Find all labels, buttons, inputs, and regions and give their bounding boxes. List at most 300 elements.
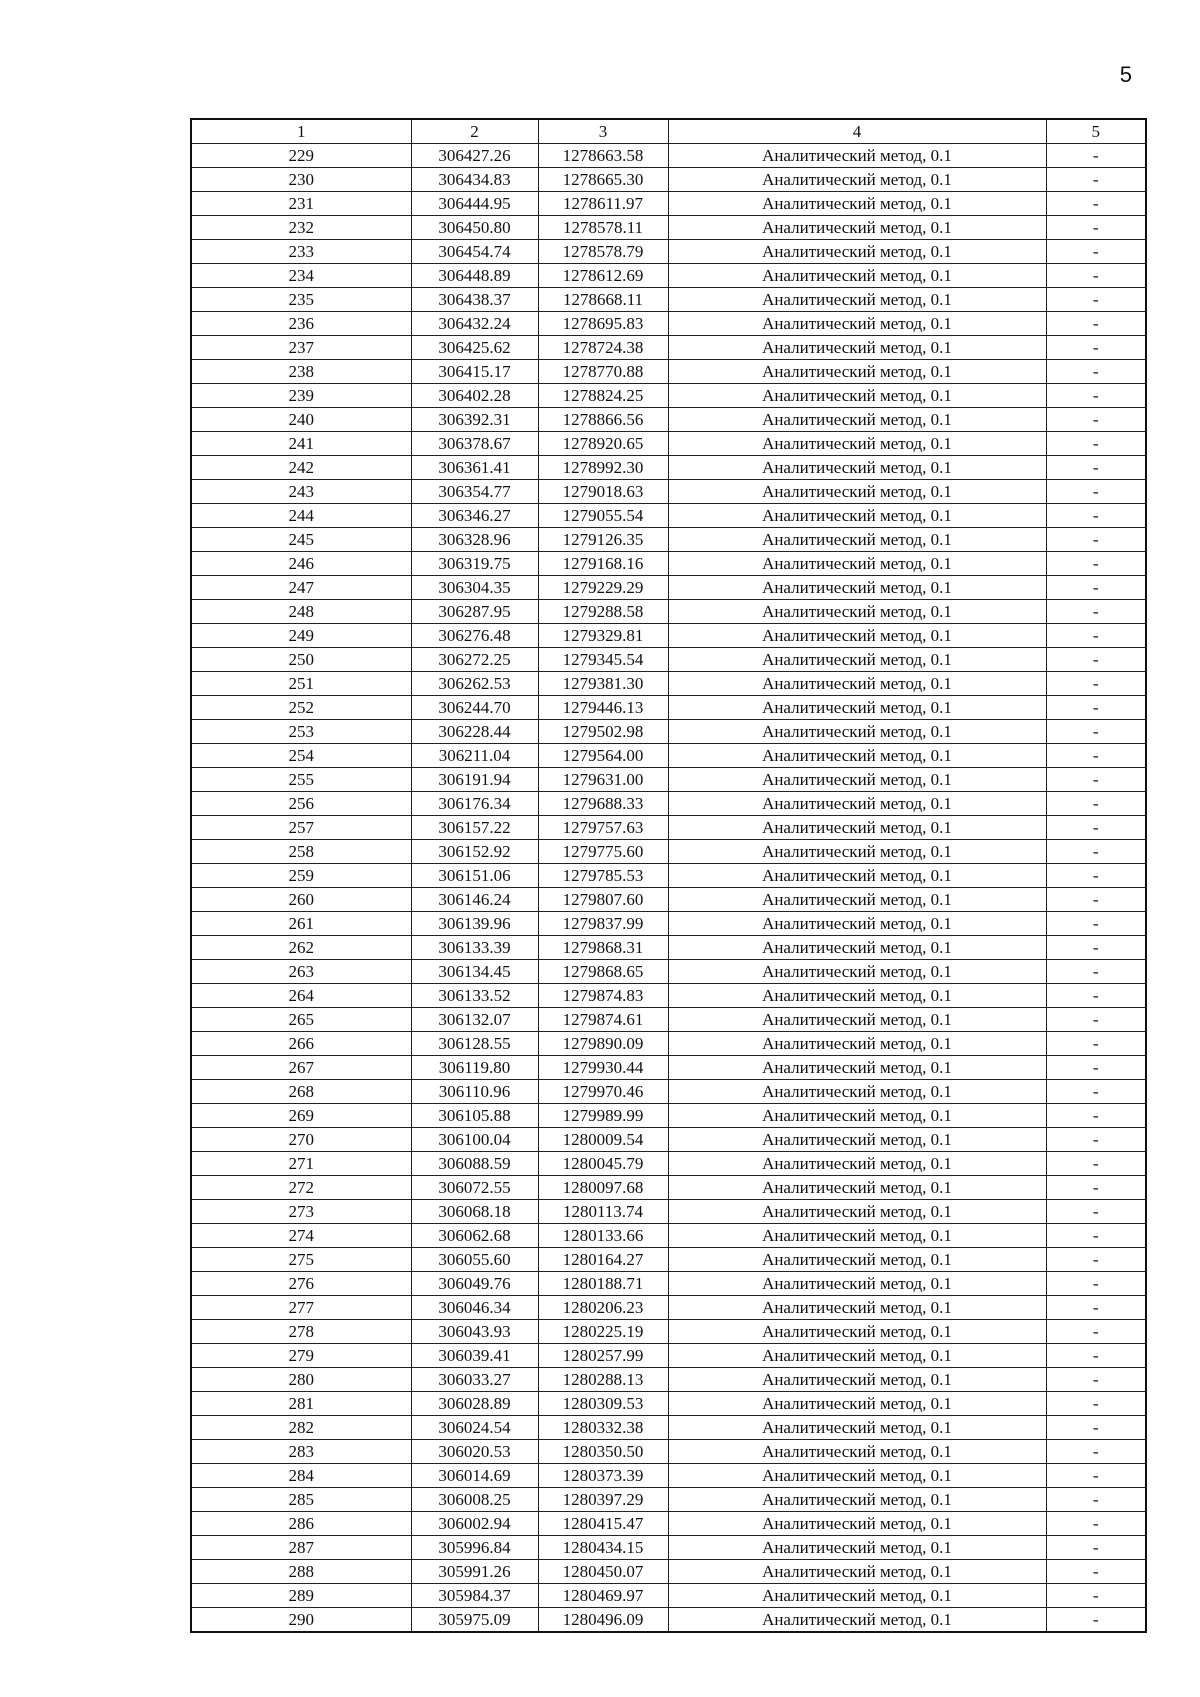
- point-number-cell: 263: [191, 960, 411, 984]
- method-cell: Аналитический метод, 0.1: [668, 312, 1046, 336]
- note-cell: -: [1046, 480, 1146, 504]
- method-cell: Аналитический метод, 0.1: [668, 1560, 1046, 1584]
- table-row: [191, 1224, 1146, 1248]
- method-cell: Аналитический метод, 0.1: [668, 720, 1046, 744]
- table-row: [191, 1584, 1146, 1608]
- y-coordinate-cell: 1280309.53: [538, 1392, 668, 1416]
- note-cell: -: [1046, 360, 1146, 384]
- table-row: [191, 1440, 1146, 1464]
- method-cell: Аналитический метод, 0.1: [668, 696, 1046, 720]
- x-coordinate-cell: 306014.69: [411, 1464, 538, 1488]
- method-cell: Аналитический метод, 0.1: [668, 1152, 1046, 1176]
- x-coordinate-cell: 306304.35: [411, 576, 538, 600]
- x-coordinate-cell: 306444.95: [411, 192, 538, 216]
- note-cell: -: [1046, 1008, 1146, 1032]
- method-cell: Аналитический метод, 0.1: [668, 288, 1046, 312]
- method-cell: Аналитический метод, 0.1: [668, 1056, 1046, 1080]
- point-number-cell: 288: [191, 1560, 411, 1584]
- x-coordinate-cell: 306151.06: [411, 864, 538, 888]
- point-number-cell: 245: [191, 528, 411, 552]
- point-number-cell: 271: [191, 1152, 411, 1176]
- x-coordinate-cell: 306028.89: [411, 1392, 538, 1416]
- table-row: [191, 1104, 1146, 1128]
- column-header-4: 4: [668, 119, 1046, 144]
- point-number-cell: 241: [191, 432, 411, 456]
- y-coordinate-cell: 1279564.00: [538, 744, 668, 768]
- table-body: [191, 144, 1146, 1633]
- note-cell: -: [1046, 936, 1146, 960]
- table-row: [191, 1152, 1146, 1176]
- y-coordinate-cell: 1280288.13: [538, 1368, 668, 1392]
- table-row: [191, 1032, 1146, 1056]
- note-cell: -: [1046, 1464, 1146, 1488]
- table-row: [191, 648, 1146, 672]
- point-number-cell: 244: [191, 504, 411, 528]
- table-header-row: [191, 119, 1146, 144]
- y-coordinate-cell: 1278578.79: [538, 240, 668, 264]
- point-number-cell: 251: [191, 672, 411, 696]
- table-row: [191, 1080, 1146, 1104]
- method-cell: Аналитический метод, 0.1: [668, 864, 1046, 888]
- table-row: [191, 1056, 1146, 1080]
- page-number: 5: [1119, 62, 1132, 87]
- x-coordinate-cell: 305991.26: [411, 1560, 538, 1584]
- table-row: [191, 1344, 1146, 1368]
- point-number-cell: 285: [191, 1488, 411, 1512]
- y-coordinate-cell: 1279018.63: [538, 480, 668, 504]
- table-row: [191, 720, 1146, 744]
- note-cell: -: [1046, 984, 1146, 1008]
- note-cell: -: [1046, 816, 1146, 840]
- point-number-cell: 262: [191, 936, 411, 960]
- table-row: [191, 1200, 1146, 1224]
- table-row: [191, 1008, 1146, 1032]
- y-coordinate-cell: 1279837.99: [538, 912, 668, 936]
- note-cell: -: [1046, 1512, 1146, 1536]
- x-coordinate-cell: 306088.59: [411, 1152, 538, 1176]
- x-coordinate-cell: 306228.44: [411, 720, 538, 744]
- y-coordinate-cell: 1280045.79: [538, 1152, 668, 1176]
- y-coordinate-cell: 1278695.83: [538, 312, 668, 336]
- point-number-cell: 275: [191, 1248, 411, 1272]
- note-cell: -: [1046, 168, 1146, 192]
- table-row: [191, 840, 1146, 864]
- note-cell: -: [1046, 384, 1146, 408]
- point-number-cell: 249: [191, 624, 411, 648]
- y-coordinate-cell: 1280450.07: [538, 1560, 668, 1584]
- point-number-cell: 259: [191, 864, 411, 888]
- point-number-cell: 232: [191, 216, 411, 240]
- x-coordinate-cell: 306211.04: [411, 744, 538, 768]
- table-row: [191, 312, 1146, 336]
- method-cell: Аналитический метод, 0.1: [668, 792, 1046, 816]
- method-cell: Аналитический метод, 0.1: [668, 744, 1046, 768]
- x-coordinate-cell: 306176.34: [411, 792, 538, 816]
- x-coordinate-cell: 306152.92: [411, 840, 538, 864]
- y-coordinate-cell: 1279502.98: [538, 720, 668, 744]
- point-number-cell: 266: [191, 1032, 411, 1056]
- y-coordinate-cell: 1279868.65: [538, 960, 668, 984]
- method-cell: Аналитический метод, 0.1: [668, 336, 1046, 360]
- point-number-cell: 264: [191, 984, 411, 1008]
- table-row: [191, 1608, 1146, 1633]
- note-cell: -: [1046, 1032, 1146, 1056]
- method-cell: Аналитический метод, 0.1: [668, 1008, 1046, 1032]
- table-row: [191, 1416, 1146, 1440]
- y-coordinate-cell: 1279381.30: [538, 672, 668, 696]
- note-cell: -: [1046, 1320, 1146, 1344]
- method-cell: Аналитический метод, 0.1: [668, 1488, 1046, 1512]
- note-cell: -: [1046, 1056, 1146, 1080]
- note-cell: -: [1046, 1128, 1146, 1152]
- x-coordinate-cell: 306434.83: [411, 168, 538, 192]
- point-number-cell: 247: [191, 576, 411, 600]
- y-coordinate-cell: 1279688.33: [538, 792, 668, 816]
- note-cell: -: [1046, 624, 1146, 648]
- y-coordinate-cell: 1279345.54: [538, 648, 668, 672]
- y-coordinate-cell: 1280133.66: [538, 1224, 668, 1248]
- x-coordinate-cell: 306438.37: [411, 288, 538, 312]
- x-coordinate-cell: 306361.41: [411, 456, 538, 480]
- method-cell: Аналитический метод, 0.1: [668, 456, 1046, 480]
- point-number-cell: 242: [191, 456, 411, 480]
- x-coordinate-cell: 306328.96: [411, 528, 538, 552]
- point-number-cell: 289: [191, 1584, 411, 1608]
- x-coordinate-cell: 306033.27: [411, 1368, 538, 1392]
- method-cell: Аналитический метод, 0.1: [668, 840, 1046, 864]
- x-coordinate-cell: 306133.39: [411, 936, 538, 960]
- y-coordinate-cell: 1279126.35: [538, 528, 668, 552]
- method-cell: Аналитический метод, 0.1: [668, 984, 1046, 1008]
- table-row: [191, 672, 1146, 696]
- method-cell: Аналитический метод, 0.1: [668, 264, 1046, 288]
- x-coordinate-cell: 306002.94: [411, 1512, 538, 1536]
- point-number-cell: 287: [191, 1536, 411, 1560]
- table-row: [191, 744, 1146, 768]
- x-coordinate-cell: 306276.48: [411, 624, 538, 648]
- point-number-cell: 282: [191, 1416, 411, 1440]
- y-coordinate-cell: 1280397.29: [538, 1488, 668, 1512]
- note-cell: -: [1046, 792, 1146, 816]
- x-coordinate-cell: 306049.76: [411, 1272, 538, 1296]
- y-coordinate-cell: 1280332.38: [538, 1416, 668, 1440]
- y-coordinate-cell: 1279055.54: [538, 504, 668, 528]
- note-cell: -: [1046, 1296, 1146, 1320]
- x-coordinate-cell: 306448.89: [411, 264, 538, 288]
- x-coordinate-cell: 306244.70: [411, 696, 538, 720]
- y-coordinate-cell: 1279775.60: [538, 840, 668, 864]
- table-row: [191, 288, 1146, 312]
- note-cell: -: [1046, 1224, 1146, 1248]
- note-cell: -: [1046, 888, 1146, 912]
- x-coordinate-cell: 306378.67: [411, 432, 538, 456]
- x-coordinate-cell: 306068.18: [411, 1200, 538, 1224]
- method-cell: Аналитический метод, 0.1: [668, 192, 1046, 216]
- x-coordinate-cell: 306432.24: [411, 312, 538, 336]
- method-cell: Аналитический метод, 0.1: [668, 1248, 1046, 1272]
- column-header-3: 3: [538, 119, 668, 144]
- note-cell: -: [1046, 216, 1146, 240]
- point-number-cell: 274: [191, 1224, 411, 1248]
- point-number-cell: 268: [191, 1080, 411, 1104]
- table-row: [191, 528, 1146, 552]
- y-coordinate-cell: 1279868.31: [538, 936, 668, 960]
- note-cell: -: [1046, 1392, 1146, 1416]
- table-row: [191, 168, 1146, 192]
- y-coordinate-cell: 1279229.29: [538, 576, 668, 600]
- x-coordinate-cell: 306055.60: [411, 1248, 538, 1272]
- method-cell: Аналитический метод, 0.1: [668, 1272, 1046, 1296]
- point-number-cell: 234: [191, 264, 411, 288]
- method-cell: Аналитический метод, 0.1: [668, 1128, 1046, 1152]
- point-number-cell: 238: [191, 360, 411, 384]
- method-cell: Аналитический метод, 0.1: [668, 384, 1046, 408]
- y-coordinate-cell: 1278611.97: [538, 192, 668, 216]
- table-row: [191, 480, 1146, 504]
- point-number-cell: 290: [191, 1608, 411, 1633]
- note-cell: -: [1046, 144, 1146, 168]
- table-row: [191, 216, 1146, 240]
- y-coordinate-cell: 1280373.39: [538, 1464, 668, 1488]
- x-coordinate-cell: 305984.37: [411, 1584, 538, 1608]
- y-coordinate-cell: 1279288.58: [538, 600, 668, 624]
- table-row: [191, 1536, 1146, 1560]
- method-cell: Аналитический метод, 0.1: [668, 1392, 1046, 1416]
- x-coordinate-cell: 306024.54: [411, 1416, 538, 1440]
- note-cell: -: [1046, 1272, 1146, 1296]
- y-coordinate-cell: 1278824.25: [538, 384, 668, 408]
- point-number-cell: 261: [191, 912, 411, 936]
- method-cell: Аналитический метод, 0.1: [668, 816, 1046, 840]
- y-coordinate-cell: 1279757.63: [538, 816, 668, 840]
- point-number-cell: 231: [191, 192, 411, 216]
- point-number-cell: 281: [191, 1392, 411, 1416]
- note-cell: -: [1046, 552, 1146, 576]
- x-coordinate-cell: 306427.26: [411, 144, 538, 168]
- x-coordinate-cell: 306105.88: [411, 1104, 538, 1128]
- table-row: [191, 504, 1146, 528]
- x-coordinate-cell: 306415.17: [411, 360, 538, 384]
- note-cell: -: [1046, 672, 1146, 696]
- note-cell: -: [1046, 720, 1146, 744]
- method-cell: Аналитический метод, 0.1: [668, 912, 1046, 936]
- note-cell: -: [1046, 1416, 1146, 1440]
- y-coordinate-cell: 1278920.65: [538, 432, 668, 456]
- x-coordinate-cell: 306272.25: [411, 648, 538, 672]
- point-number-cell: 239: [191, 384, 411, 408]
- y-coordinate-cell: 1280434.15: [538, 1536, 668, 1560]
- note-cell: -: [1046, 312, 1146, 336]
- note-cell: -: [1046, 960, 1146, 984]
- x-coordinate-cell: 306133.52: [411, 984, 538, 1008]
- method-cell: Аналитический метод, 0.1: [668, 1224, 1046, 1248]
- y-coordinate-cell: 1279446.13: [538, 696, 668, 720]
- y-coordinate-cell: 1280225.19: [538, 1320, 668, 1344]
- table-row: [191, 864, 1146, 888]
- x-coordinate-cell: 306020.53: [411, 1440, 538, 1464]
- table-row: [191, 1176, 1146, 1200]
- method-cell: Аналитический метод, 0.1: [668, 1104, 1046, 1128]
- x-coordinate-cell: 305996.84: [411, 1536, 538, 1560]
- point-number-cell: 230: [191, 168, 411, 192]
- note-cell: -: [1046, 1152, 1146, 1176]
- method-cell: Аналитический метод, 0.1: [668, 1176, 1046, 1200]
- method-cell: Аналитический метод, 0.1: [668, 936, 1046, 960]
- table-row: [191, 456, 1146, 480]
- x-coordinate-cell: 306354.77: [411, 480, 538, 504]
- method-cell: Аналитический метод, 0.1: [668, 1440, 1046, 1464]
- method-cell: Аналитический метод, 0.1: [668, 888, 1046, 912]
- table-row: [191, 360, 1146, 384]
- note-cell: -: [1046, 240, 1146, 264]
- point-number-cell: 246: [191, 552, 411, 576]
- y-coordinate-cell: 1279785.53: [538, 864, 668, 888]
- table-row: [191, 1248, 1146, 1272]
- column-header-5: 5: [1046, 119, 1146, 144]
- point-number-cell: 283: [191, 1440, 411, 1464]
- table-row: [191, 960, 1146, 984]
- method-cell: Аналитический метод, 0.1: [668, 1464, 1046, 1488]
- y-coordinate-cell: 1279168.16: [538, 552, 668, 576]
- x-coordinate-cell: 306262.53: [411, 672, 538, 696]
- note-cell: -: [1046, 864, 1146, 888]
- note-cell: -: [1046, 1080, 1146, 1104]
- note-cell: -: [1046, 336, 1146, 360]
- y-coordinate-cell: 1280257.99: [538, 1344, 668, 1368]
- y-coordinate-cell: 1278724.38: [538, 336, 668, 360]
- point-number-cell: 248: [191, 600, 411, 624]
- note-cell: -: [1046, 528, 1146, 552]
- note-cell: -: [1046, 288, 1146, 312]
- x-coordinate-cell: 306139.96: [411, 912, 538, 936]
- note-cell: -: [1046, 1104, 1146, 1128]
- x-coordinate-cell: 306450.80: [411, 216, 538, 240]
- x-coordinate-cell: 306425.62: [411, 336, 538, 360]
- y-coordinate-cell: 1279807.60: [538, 888, 668, 912]
- note-cell: -: [1046, 912, 1146, 936]
- x-coordinate-cell: 306043.93: [411, 1320, 538, 1344]
- x-coordinate-cell: 306146.24: [411, 888, 538, 912]
- point-number-cell: 250: [191, 648, 411, 672]
- y-coordinate-cell: 1278668.11: [538, 288, 668, 312]
- method-cell: Аналитический метод, 0.1: [668, 1344, 1046, 1368]
- table-row: [191, 408, 1146, 432]
- table-row: [191, 1128, 1146, 1152]
- x-coordinate-cell: 306119.80: [411, 1056, 538, 1080]
- point-number-cell: 240: [191, 408, 411, 432]
- table-row: [191, 888, 1146, 912]
- note-cell: -: [1046, 696, 1146, 720]
- method-cell: Аналитический метод, 0.1: [668, 600, 1046, 624]
- point-number-cell: 233: [191, 240, 411, 264]
- table-row: [191, 768, 1146, 792]
- method-cell: Аналитический метод, 0.1: [668, 576, 1046, 600]
- point-number-cell: 253: [191, 720, 411, 744]
- point-number-cell: 237: [191, 336, 411, 360]
- point-number-cell: 278: [191, 1320, 411, 1344]
- method-cell: Аналитический метод, 0.1: [668, 216, 1046, 240]
- method-cell: Аналитический метод, 0.1: [668, 480, 1046, 504]
- y-coordinate-cell: 1279989.99: [538, 1104, 668, 1128]
- table-row: [191, 1464, 1146, 1488]
- x-coordinate-cell: 306287.95: [411, 600, 538, 624]
- table-row: [191, 984, 1146, 1008]
- x-coordinate-cell: 306392.31: [411, 408, 538, 432]
- table-row: [191, 1272, 1146, 1296]
- table-row: [191, 240, 1146, 264]
- point-number-cell: 273: [191, 1200, 411, 1224]
- x-coordinate-cell: 306046.34: [411, 1296, 538, 1320]
- note-cell: -: [1046, 1200, 1146, 1224]
- method-cell: Аналитический метод, 0.1: [668, 552, 1046, 576]
- method-cell: Аналитический метод, 0.1: [668, 1080, 1046, 1104]
- note-cell: -: [1046, 408, 1146, 432]
- x-coordinate-cell: 306191.94: [411, 768, 538, 792]
- method-cell: Аналитический метод, 0.1: [668, 1320, 1046, 1344]
- note-cell: -: [1046, 768, 1146, 792]
- table-row: [191, 1296, 1146, 1320]
- coordinates-table: [190, 118, 1147, 1633]
- note-cell: -: [1046, 840, 1146, 864]
- note-cell: -: [1046, 576, 1146, 600]
- table-row: [191, 384, 1146, 408]
- point-number-cell: 279: [191, 1344, 411, 1368]
- method-cell: Аналитический метод, 0.1: [668, 1584, 1046, 1608]
- y-coordinate-cell: 1278665.30: [538, 168, 668, 192]
- point-number-cell: 267: [191, 1056, 411, 1080]
- note-cell: -: [1046, 600, 1146, 624]
- y-coordinate-cell: 1279930.44: [538, 1056, 668, 1080]
- table-row: [191, 912, 1146, 936]
- y-coordinate-cell: 1280206.23: [538, 1296, 668, 1320]
- y-coordinate-cell: 1278866.56: [538, 408, 668, 432]
- note-cell: -: [1046, 1536, 1146, 1560]
- table-row: [191, 336, 1146, 360]
- table-row: [191, 576, 1146, 600]
- y-coordinate-cell: 1280350.50: [538, 1440, 668, 1464]
- x-coordinate-cell: 306319.75: [411, 552, 538, 576]
- x-coordinate-cell: 306072.55: [411, 1176, 538, 1200]
- method-cell: Аналитический метод, 0.1: [668, 1200, 1046, 1224]
- table-row: [191, 432, 1146, 456]
- y-coordinate-cell: 1280164.27: [538, 1248, 668, 1272]
- note-cell: -: [1046, 432, 1146, 456]
- y-coordinate-cell: 1278578.11: [538, 216, 668, 240]
- y-coordinate-cell: 1279329.81: [538, 624, 668, 648]
- point-number-cell: 236: [191, 312, 411, 336]
- y-coordinate-cell: 1279970.46: [538, 1080, 668, 1104]
- point-number-cell: 260: [191, 888, 411, 912]
- point-number-cell: 270: [191, 1128, 411, 1152]
- point-number-cell: 229: [191, 144, 411, 168]
- x-coordinate-cell: 306062.68: [411, 1224, 538, 1248]
- table-row: [191, 1560, 1146, 1584]
- table-row: [191, 1512, 1146, 1536]
- point-number-cell: 272: [191, 1176, 411, 1200]
- x-coordinate-cell: 306039.41: [411, 1344, 538, 1368]
- x-coordinate-cell: 305975.09: [411, 1608, 538, 1633]
- note-cell: -: [1046, 1488, 1146, 1512]
- table-row: [191, 144, 1146, 168]
- note-cell: -: [1046, 1440, 1146, 1464]
- note-cell: -: [1046, 1248, 1146, 1272]
- point-number-cell: 258: [191, 840, 411, 864]
- column-header-2: 2: [411, 119, 538, 144]
- point-number-cell: 277: [191, 1296, 411, 1320]
- y-coordinate-cell: 1280469.97: [538, 1584, 668, 1608]
- method-cell: Аналитический метод, 0.1: [668, 960, 1046, 984]
- note-cell: -: [1046, 1344, 1146, 1368]
